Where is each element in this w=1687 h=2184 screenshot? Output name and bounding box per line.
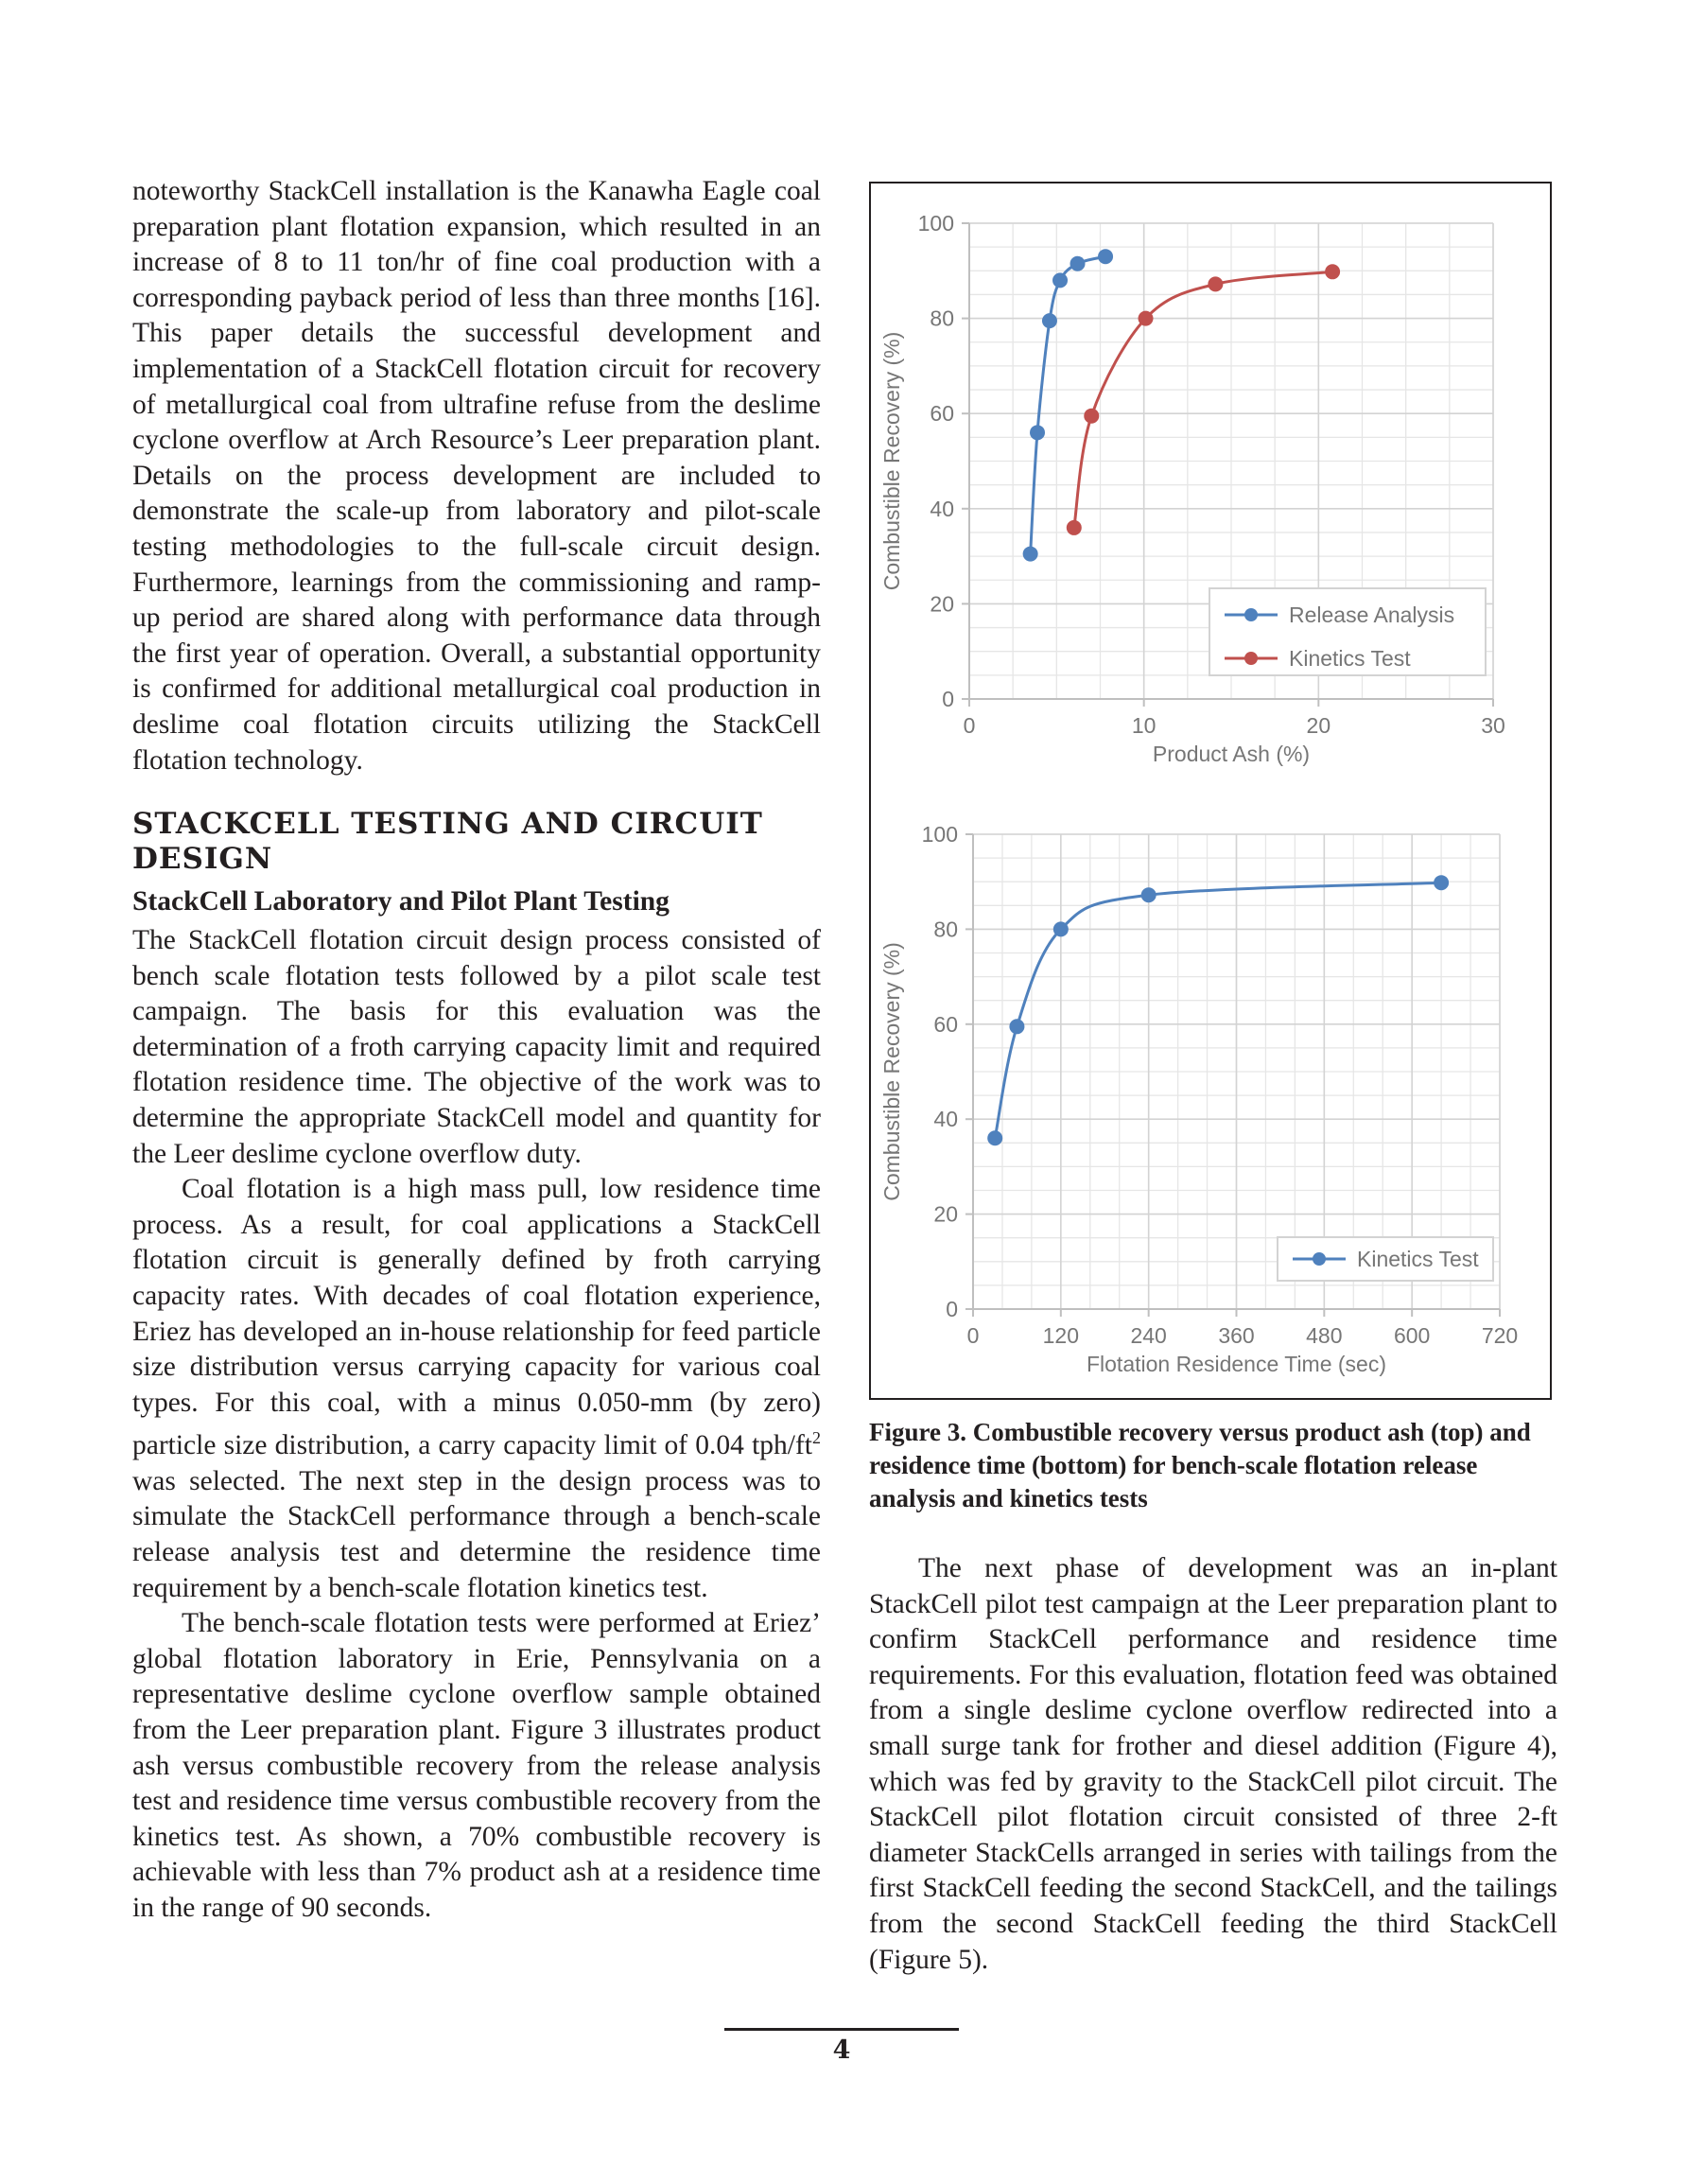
x-tick-label: 20 bbox=[1306, 713, 1331, 738]
legend-swatch-marker bbox=[1244, 652, 1258, 665]
series-line-2-1 bbox=[995, 882, 1441, 1138]
x-axis-title: Flotation Residence Time (sec) bbox=[1086, 1352, 1387, 1376]
y-tick-label: 60 bbox=[930, 401, 954, 427]
data-point bbox=[1053, 921, 1069, 936]
y-tick-label: 40 bbox=[933, 1107, 958, 1132]
left-column bbox=[132, 174, 821, 1927]
y-tick-label: 60 bbox=[933, 1011, 958, 1037]
data-point bbox=[1009, 1019, 1024, 1034]
figure-3-frame bbox=[869, 182, 1552, 1400]
chart-recovery-vs-time bbox=[871, 789, 1549, 1394]
data-point bbox=[1070, 256, 1085, 271]
x-tick-label: 360 bbox=[1218, 1323, 1255, 1348]
y-tick-label: 0 bbox=[946, 1297, 958, 1321]
y-tick-label: 80 bbox=[930, 306, 954, 331]
data-point bbox=[1030, 425, 1045, 440]
legend-swatch-marker bbox=[1244, 608, 1258, 621]
legend-label: Release Analysis bbox=[1289, 603, 1455, 627]
y-tick-label: 80 bbox=[933, 917, 958, 942]
data-point bbox=[1067, 520, 1082, 535]
x-tick-label: 0 bbox=[966, 1323, 980, 1348]
x-tick-label: 720 bbox=[1481, 1323, 1519, 1348]
intro-paragraph: noteworthy StackCell installation is the Kanawha Eagle coal preparation plant flotation expansion, which resulted in an increase of 8 to 11 ton/hr of fine coal production with a corresponding payback period of less than three months [16]. This paper details the successful development and implementation of a StackCell flotation circuit for recovery of metallurgical coal from ultrafine refuse from the deslime cyclone overflow at Arch Resource’s Leer preparation plant. Details on the process development are included to demonstrate the scale-up from laboratory and pilot-scale testing methodologies to the full-scale circuit design. Furthermore, learnings from the commissioning and ramp- up period are shared along with performance data through the first year of operation. Overall, a substantial opportunity is confirmed for additional metallurgical coal production in deslime coal flotation circuits utilizing the StackCell flotation technology. bbox=[132, 176, 821, 776]
paragraph-pilot: The next phase of development was an in-plant StackCell pilot test campaign at the Leer preparation plant to confirm StackCell performance and residence time requirements. For this evaluation, flotation feed was obtained from a single deslime cyclone overflow redirected into a small surge tank for frother and diesel addition (Figure 4), which was fed by gravity to the StackCell pilot circuit. The StackCell pilot flotation circuit consisted of three 2-ft diameter StackCells arranged in series with tailings from the first StackCell feeding the second StackCell, and the tailings from the second StackCell feeding the third StackCell (Figure 5). bbox=[869, 1553, 1557, 1975]
paragraph-coal-flotation-part1: Coal flotation is a high mass pull, low residence time process. As a result, for coal applications a StackCell flotation circuit is generally defined by froth carrying capacity rates. With decades of coal flotation experience, Eriez has developed an in-house relationship for feed particle size distribution versus carrying capacity for various coal types. For this coal, with a minus 0.050-mm (by zero) particle size distribution, a carry capacity limit of 0.04 tph/ft bbox=[132, 1174, 821, 1461]
paragraph-bench-tests: The bench-scale flotation tests were performed at Eriez’ global flotation laboratory in Erie, Pennsylvania on a representative deslime cyclone overflow sample obtained from the Leer preparation plant. Figure 3 illustrates product ash versus combustible recovery from the release analysis test and residence time versus combustible recovery from the kinetics test. As shown, a 70% combustible recovery is achievable with less than 7% product ash at a residence time in the range of 90 seconds. bbox=[132, 1608, 821, 1923]
y-tick-label: 20 bbox=[933, 1201, 958, 1227]
data-point bbox=[1042, 313, 1057, 328]
y-tick-label: 20 bbox=[930, 591, 954, 617]
y-tick-label: 100 bbox=[917, 211, 954, 236]
x-axis-title: Product Ash (%) bbox=[1152, 742, 1311, 766]
legend-label: Kinetics Test bbox=[1357, 1247, 1479, 1271]
y-tick-label: 40 bbox=[930, 496, 954, 521]
x-tick-label: 120 bbox=[1042, 1323, 1080, 1348]
paragraph-coal-flotation bbox=[132, 1172, 821, 1606]
y-axis-title: Combustible Recovery (%) bbox=[879, 942, 904, 1201]
figure-caption: Figure 3. Combustible recovery versus product ash (top) and residence time (bottom) for bench-scale flotation release analysis and kinetics tests bbox=[869, 1418, 1531, 1512]
data-point bbox=[1141, 887, 1157, 902]
x-tick-label: 480 bbox=[1306, 1323, 1343, 1348]
y-tick-label: 0 bbox=[942, 687, 954, 711]
x-tick-label: 0 bbox=[963, 713, 976, 738]
x-tick-label: 600 bbox=[1393, 1323, 1431, 1348]
x-tick-label: 240 bbox=[1130, 1323, 1167, 1348]
y-axis-title: Combustible Recovery (%) bbox=[879, 331, 904, 591]
data-point bbox=[1023, 547, 1038, 562]
section-heading: STACKCELL TESTING AND CIRCUIT DESIGN bbox=[132, 807, 763, 877]
subsection-heading: StackCell Laboratory and Pilot Plant Testing bbox=[132, 886, 670, 917]
series-line-1-2 bbox=[1074, 271, 1332, 528]
x-tick-label: 10 bbox=[1131, 713, 1157, 738]
legend-swatch-marker bbox=[1313, 1252, 1326, 1266]
y-tick-label: 100 bbox=[921, 822, 958, 847]
data-point bbox=[1098, 249, 1113, 264]
data-point bbox=[1139, 311, 1154, 326]
x-tick-label: 30 bbox=[1481, 713, 1505, 738]
page-number: 4 bbox=[832, 2035, 851, 2065]
data-point bbox=[1052, 272, 1068, 288]
data-point bbox=[1208, 276, 1223, 291]
data-point bbox=[1434, 875, 1449, 890]
right-column bbox=[869, 1551, 1557, 1978]
data-point bbox=[1325, 264, 1340, 279]
paragraph-coal-flotation-part2: was selected. The next step in the design process was to simulate the StackCell performance through a bench-scale release analysis test and determine the residence time requirement by a bench-scale flotation kinetics test. bbox=[132, 1465, 821, 1603]
paragraph-design-process: The StackCell flotation circuit design process consisted of bench scale flotation tests followed by a pilot scale test campaign. The basis for this evaluation was the determination of a froth carrying capacity limit and required flotation residence time. The objective of the work was to determine the appropriate StackCell model and quantity for the Leer deslime cyclone overflow duty. bbox=[132, 925, 821, 1169]
data-point bbox=[987, 1130, 1002, 1145]
legend-label: Kinetics Test bbox=[1289, 646, 1411, 671]
footer-rule bbox=[724, 2028, 959, 2031]
data-point bbox=[1084, 409, 1099, 424]
chart-recovery-vs-ash bbox=[871, 183, 1549, 789]
superscript-exponent: 2 bbox=[812, 1428, 821, 1448]
